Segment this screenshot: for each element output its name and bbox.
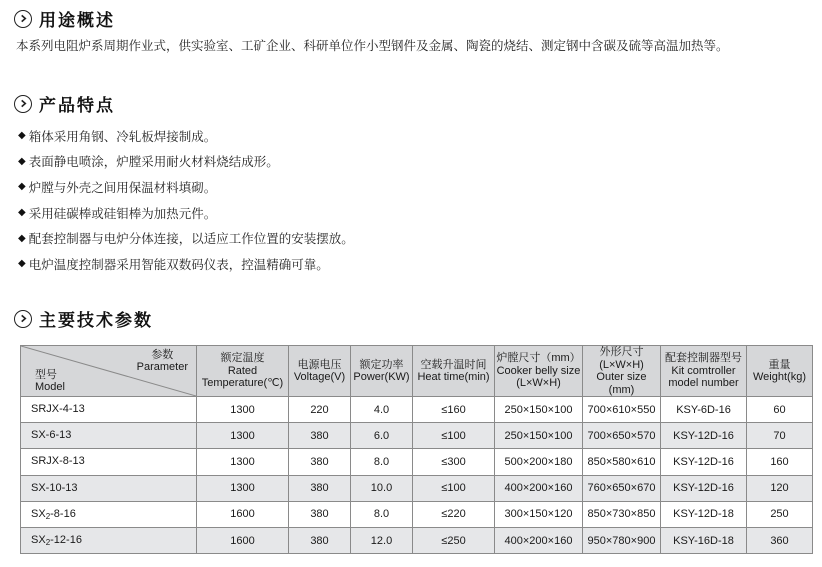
header-rated-temperature: 额定温度 Rated Temperature(℃) <box>197 346 289 397</box>
section-features-heading <box>14 91 115 116</box>
cell-controller: KSY-6D-16 <box>661 397 747 423</box>
cell-power: 4.0 <box>351 397 413 423</box>
cell-belly-size: 400×200×160 <box>495 475 583 501</box>
feature-item: ◆ 配套控制器与电炉分体连接，以适应工作位置的安装摆放。 <box>18 231 354 247</box>
cell-heat-time: ≤100 <box>413 475 495 501</box>
header-weight: 重量 Weight(kg) <box>747 346 813 397</box>
cell-power: 8.0 <box>351 501 413 527</box>
cell-voltage: 380 <box>289 423 351 449</box>
header-controller-model: 配套控制器型号 Kit comtroller model number <box>661 346 747 397</box>
cell-controller: KSY-16D-18 <box>661 527 747 553</box>
cell-belly-size: 500×200×180 <box>495 449 583 475</box>
cell-weight: 60 <box>747 397 813 423</box>
feature-list <box>18 123 354 277</box>
header-corner-cell <box>21 346 197 397</box>
cell-outer-size: 700×610×550 <box>583 397 661 423</box>
cell-outer-size: 700×650×570 <box>583 423 661 449</box>
cell-model: SRJX-4-13 <box>21 397 197 423</box>
cell-weight: 70 <box>747 423 813 449</box>
cell-power: 6.0 <box>351 423 413 449</box>
cell-model: SX-10-13 <box>21 475 197 501</box>
table-header-row <box>21 346 813 397</box>
cell-voltage: 380 <box>289 475 351 501</box>
header-outer-size: 外形尺寸 (L×W×H) Outer size (mm) <box>583 346 661 397</box>
cell-outer-size: 850×580×610 <box>583 449 661 475</box>
header-cooker-belly-size: 炉膛尺寸（mm） Cooker belly size (L×W×H) <box>495 346 583 397</box>
header-heat-time: 空载升温时间 Heat time(min) <box>413 346 495 397</box>
cell-weight: 120 <box>747 475 813 501</box>
circled-chevron-right-icon <box>14 10 32 28</box>
cell-temperature: 1600 <box>197 527 289 553</box>
section-title-params: 主要技术参数 <box>39 311 153 331</box>
section-title-features: 产品特点 <box>39 96 115 116</box>
section-params-heading <box>14 306 153 331</box>
feature-item: ◆ 箱体采用角钢、冷轧板焊接制成。 <box>18 128 217 144</box>
feature-item: ◆ 电炉温度控制器采用智能双数码仪表，控温精确可靠。 <box>18 256 329 272</box>
spec-table <box>20 345 813 554</box>
cell-model: SRJX-8-13 <box>21 449 197 475</box>
diamond-bullet-icon: ◆ <box>18 181 26 193</box>
cell-controller: KSY-12D-16 <box>661 475 747 501</box>
feature-item: ◆ 表面静电喷涂，炉膛采用耐火材料烧结成形。 <box>18 154 279 170</box>
cell-voltage: 380 <box>289 527 351 553</box>
feature-item: ◆ 采用硅碳棒或硅钼棒为加热元件。 <box>18 205 217 221</box>
header-power: 额定功率 Power(KW) <box>351 346 413 397</box>
cell-heat-time: ≤300 <box>413 449 495 475</box>
cell-power: 12.0 <box>351 527 413 553</box>
cell-heat-time: ≤100 <box>413 423 495 449</box>
cell-temperature: 1300 <box>197 423 289 449</box>
cell-outer-size: 850×730×850 <box>583 501 661 527</box>
feature-item: ◆ 炉膛与外壳之间用保温材料填砌。 <box>18 179 217 195</box>
diamond-bullet-icon: ◆ <box>18 130 26 142</box>
cell-voltage: 380 <box>289 501 351 527</box>
cell-controller: KSY-12D-16 <box>661 423 747 449</box>
cell-voltage: 220 <box>289 397 351 423</box>
cell-weight: 160 <box>747 449 813 475</box>
cell-heat-time: ≤160 <box>413 397 495 423</box>
cell-weight: 250 <box>747 501 813 527</box>
cell-voltage: 380 <box>289 449 351 475</box>
table-row <box>21 449 813 475</box>
cell-temperature: 1300 <box>197 475 289 501</box>
cell-outer-size: 950×780×900 <box>583 527 661 553</box>
diamond-bullet-icon: ◆ <box>18 155 26 167</box>
cell-temperature: 1300 <box>197 397 289 423</box>
usage-description: 本系列电阻炉系周期作业式，供实验室、工矿企业、科研单位作小型钢件及金属、陶瓷的烧结、测定钢中含碳及硫等高温加热等。 <box>16 38 729 53</box>
section-title-usage: 用途概述 <box>39 11 115 31</box>
table-row <box>21 475 813 501</box>
cell-controller: KSY-12D-16 <box>661 449 747 475</box>
corner-parameter-label: 参数 Parameter <box>136 349 188 373</box>
circled-chevron-right-icon <box>14 95 32 113</box>
diamond-bullet-icon: ◆ <box>18 207 26 219</box>
table-row <box>21 527 813 553</box>
cell-weight: 360 <box>747 527 813 553</box>
section-usage-heading <box>14 6 115 31</box>
header-voltage: 电源电压 Voltage(V) <box>289 346 351 397</box>
cell-belly-size: 300×150×120 <box>495 501 583 527</box>
diamond-bullet-icon: ◆ <box>18 258 26 270</box>
circled-chevron-right-icon <box>14 310 32 328</box>
corner-model-label: 型号 Model <box>35 369 65 393</box>
cell-heat-time: ≤250 <box>413 527 495 553</box>
table-row <box>21 423 813 449</box>
table-row <box>21 501 813 527</box>
cell-model: SX-6-13 <box>21 423 197 449</box>
cell-outer-size: 760×650×670 <box>583 475 661 501</box>
table-row <box>21 397 813 423</box>
cell-belly-size: 250×150×100 <box>495 397 583 423</box>
cell-temperature: 1600 <box>197 501 289 527</box>
cell-temperature: 1300 <box>197 449 289 475</box>
diamond-bullet-icon: ◆ <box>18 232 26 244</box>
cell-power: 10.0 <box>351 475 413 501</box>
cell-belly-size: 250×150×100 <box>495 423 583 449</box>
cell-belly-size: 400×200×160 <box>495 527 583 553</box>
cell-model: $SX_2-8-16$ <box>21 501 197 527</box>
cell-controller: KSY-12D-18 <box>661 501 747 527</box>
cell-heat-time: ≤220 <box>413 501 495 527</box>
cell-model: $SX_2-12-16$ <box>21 527 197 553</box>
cell-power: 8.0 <box>351 449 413 475</box>
